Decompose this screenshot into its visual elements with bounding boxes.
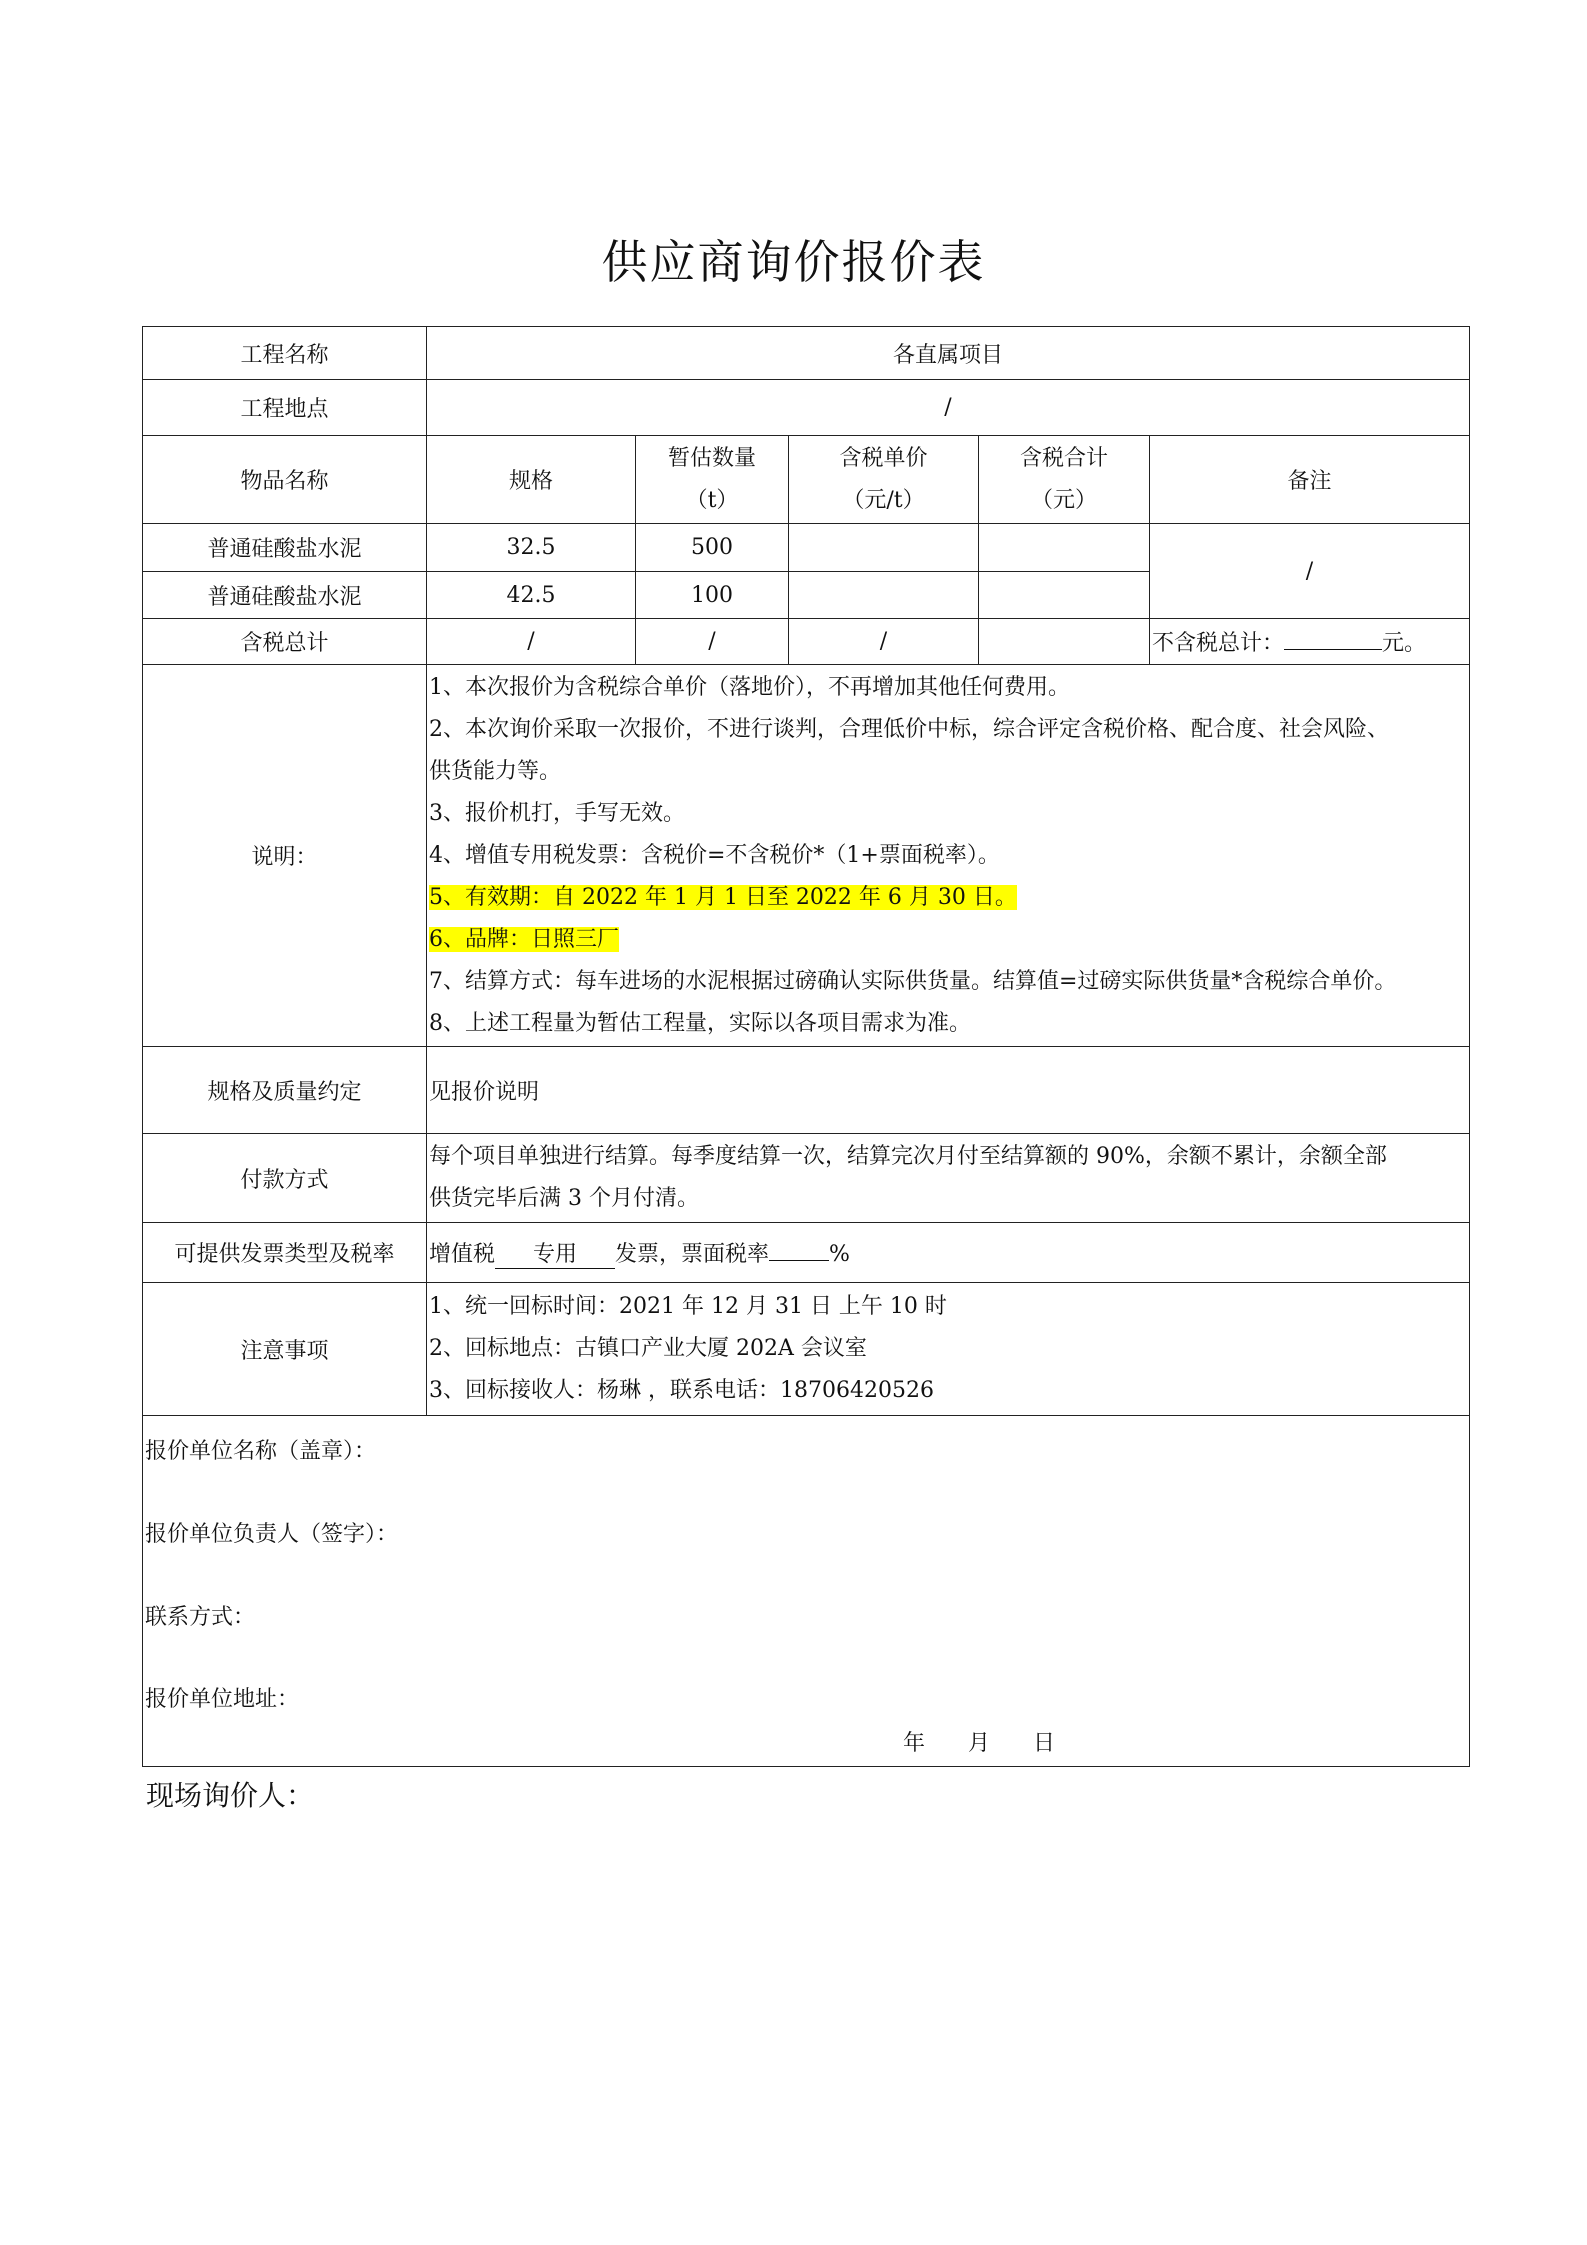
item-qty: 500 <box>636 524 789 572</box>
invoice-prefix: 增值税 <box>429 1241 496 1267</box>
header-item-name: 物品名称 <box>143 436 427 524</box>
quality-row <box>143 1047 1470 1134</box>
unit-name-label: 报价单位名称（盖章）： <box>145 1439 377 1464</box>
pretax-total-blank[interactable] <box>1284 649 1382 650</box>
item-row-1 <box>143 524 1470 572</box>
header-qty-line1: 暂估数量 <box>667 445 756 471</box>
date-month: 月 <box>968 1731 991 1756</box>
payment-value <box>427 1134 1470 1223</box>
notes-row <box>143 665 1470 1047</box>
pretax-total <box>1150 619 1470 665</box>
total-qty: / <box>636 619 789 665</box>
note-line: 7、结算方式：每车进场的水泥根据过磅确认实际供货量。结算值=过磅实际供货量*含税综合单价。 <box>429 968 1397 994</box>
project-name-row <box>143 327 1470 380</box>
quality-value: 见报价说明 <box>427 1047 1470 1134</box>
on-site-inquirer-label: 现场询价人： <box>146 1779 315 1812</box>
note-line: 3、报价机打，手写无效。 <box>429 800 685 826</box>
item-total <box>979 572 1150 619</box>
note-line-highlighted: 5、有效期：自 2022 年 1 月 1 日至 2022 年 6 月 30 日。 <box>429 884 1017 910</box>
invoice-rate[interactable] <box>769 1260 829 1261</box>
payment-label: 付款方式 <box>143 1134 427 1223</box>
total-unit-price: / <box>789 619 979 665</box>
header-unit-price-line1: 含税单价 <box>839 445 928 471</box>
note-line: 供货能力等。 <box>429 758 562 784</box>
note-line-highlighted: 6、品牌：日照三厂 <box>429 926 619 952</box>
invoice-value <box>427 1223 1470 1283</box>
attention-content <box>427 1283 1470 1416</box>
total-spec: / <box>427 619 636 665</box>
item-total <box>979 524 1150 572</box>
header-total <box>979 436 1150 524</box>
header-remark: 备注 <box>1150 436 1470 524</box>
item-unit-price <box>789 524 979 572</box>
note-line: 2、本次询价采取一次报价，不进行谈判，合理低价中标，综合评定含税价格、配合度、社会风险、 <box>429 716 1390 742</box>
header-qty-line2: （t） <box>685 487 739 513</box>
note-line: 4、增值专用税发票：含税价=不含税价*（1+票面税率）。 <box>429 842 1000 868</box>
invoice-row <box>143 1223 1470 1283</box>
header-total-line1: 含税合计 <box>1019 445 1108 471</box>
item-name: 普通硅酸盐水泥 <box>143 572 427 619</box>
total-amount <box>979 619 1150 665</box>
header-unit-price-line2: （元/t） <box>842 487 925 513</box>
header-qty <box>636 436 789 524</box>
notes-label: 说明： <box>143 665 427 1047</box>
invoice-type[interactable]: 专用 <box>495 1242 615 1269</box>
attention-label: 注意事项 <box>143 1283 427 1416</box>
page-title: 供应商询价报价表 <box>601 235 986 289</box>
header-total-line2: （元） <box>1030 487 1097 513</box>
note-line: 1、本次报价为含税综合单价（落地价），不再增加其他任何费用。 <box>429 674 1070 700</box>
pretax-total-prefix: 不含税总计： <box>1152 631 1285 656</box>
address-label: 报价单位地址： <box>145 1687 300 1712</box>
header-spec: 规格 <box>427 436 636 524</box>
item-spec: 32.5 <box>427 524 636 572</box>
attention-row <box>143 1283 1470 1416</box>
item-spec: 42.5 <box>427 572 636 619</box>
signature-block <box>143 1416 1470 1767</box>
invoice-mid: 发票，票面税率 <box>615 1241 770 1267</box>
project-location-value: / <box>427 380 1470 436</box>
payment-row <box>143 1134 1470 1223</box>
invoice-label: 可提供发票类型及税率 <box>143 1223 427 1283</box>
item-unit-price <box>789 572 979 619</box>
attention-line: 2、回标地点：古镇口产业大厦 202A 会议室 <box>429 1336 867 1361</box>
item-qty: 100 <box>636 572 789 619</box>
item-name: 普通硅酸盐水泥 <box>143 524 427 572</box>
pretax-total-suffix: 元。 <box>1382 631 1427 656</box>
project-location-row <box>143 380 1470 436</box>
date-year: 年 <box>903 1731 926 1756</box>
payment-line: 供货完毕后满 3 个月付清。 <box>429 1186 699 1211</box>
unit-leader-label: 报价单位负责人（签字）： <box>145 1522 399 1547</box>
project-location-label: 工程地点 <box>143 380 427 436</box>
project-name-value: 各直属项目 <box>427 327 1470 380</box>
contact-label: 联系方式： <box>145 1605 256 1630</box>
payment-line: 每个项目单独进行结算。每季度结算一次，结算完次月付至结算额的 90%，余额不累计，余额全部 <box>429 1144 1387 1169</box>
project-name-label: 工程名称 <box>143 327 427 380</box>
notes-content <box>427 665 1470 1047</box>
header-unit-price <box>789 436 979 524</box>
total-label: 含税总计 <box>143 619 427 665</box>
remark-value: / <box>1150 524 1470 619</box>
note-line: 8、上述工程量为暂估工程量，实际以各项目需求为准。 <box>429 1010 971 1036</box>
date-line <box>903 1726 1091 1757</box>
date-day: 日 <box>1033 1731 1056 1756</box>
quotation-table <box>142 326 1470 1767</box>
signature-row <box>143 1416 1470 1767</box>
attention-line: 1、统一回标时间：2021 年 12 月 31 日 上午 10 时 <box>429 1294 947 1319</box>
quality-label: 规格及质量约定 <box>143 1047 427 1134</box>
total-row <box>143 619 1470 665</box>
invoice-suffix: % <box>829 1241 850 1267</box>
header-row <box>143 436 1470 524</box>
attention-line: 3、回标接收人：杨琳 ，联系电话：18706420526 <box>429 1378 934 1403</box>
